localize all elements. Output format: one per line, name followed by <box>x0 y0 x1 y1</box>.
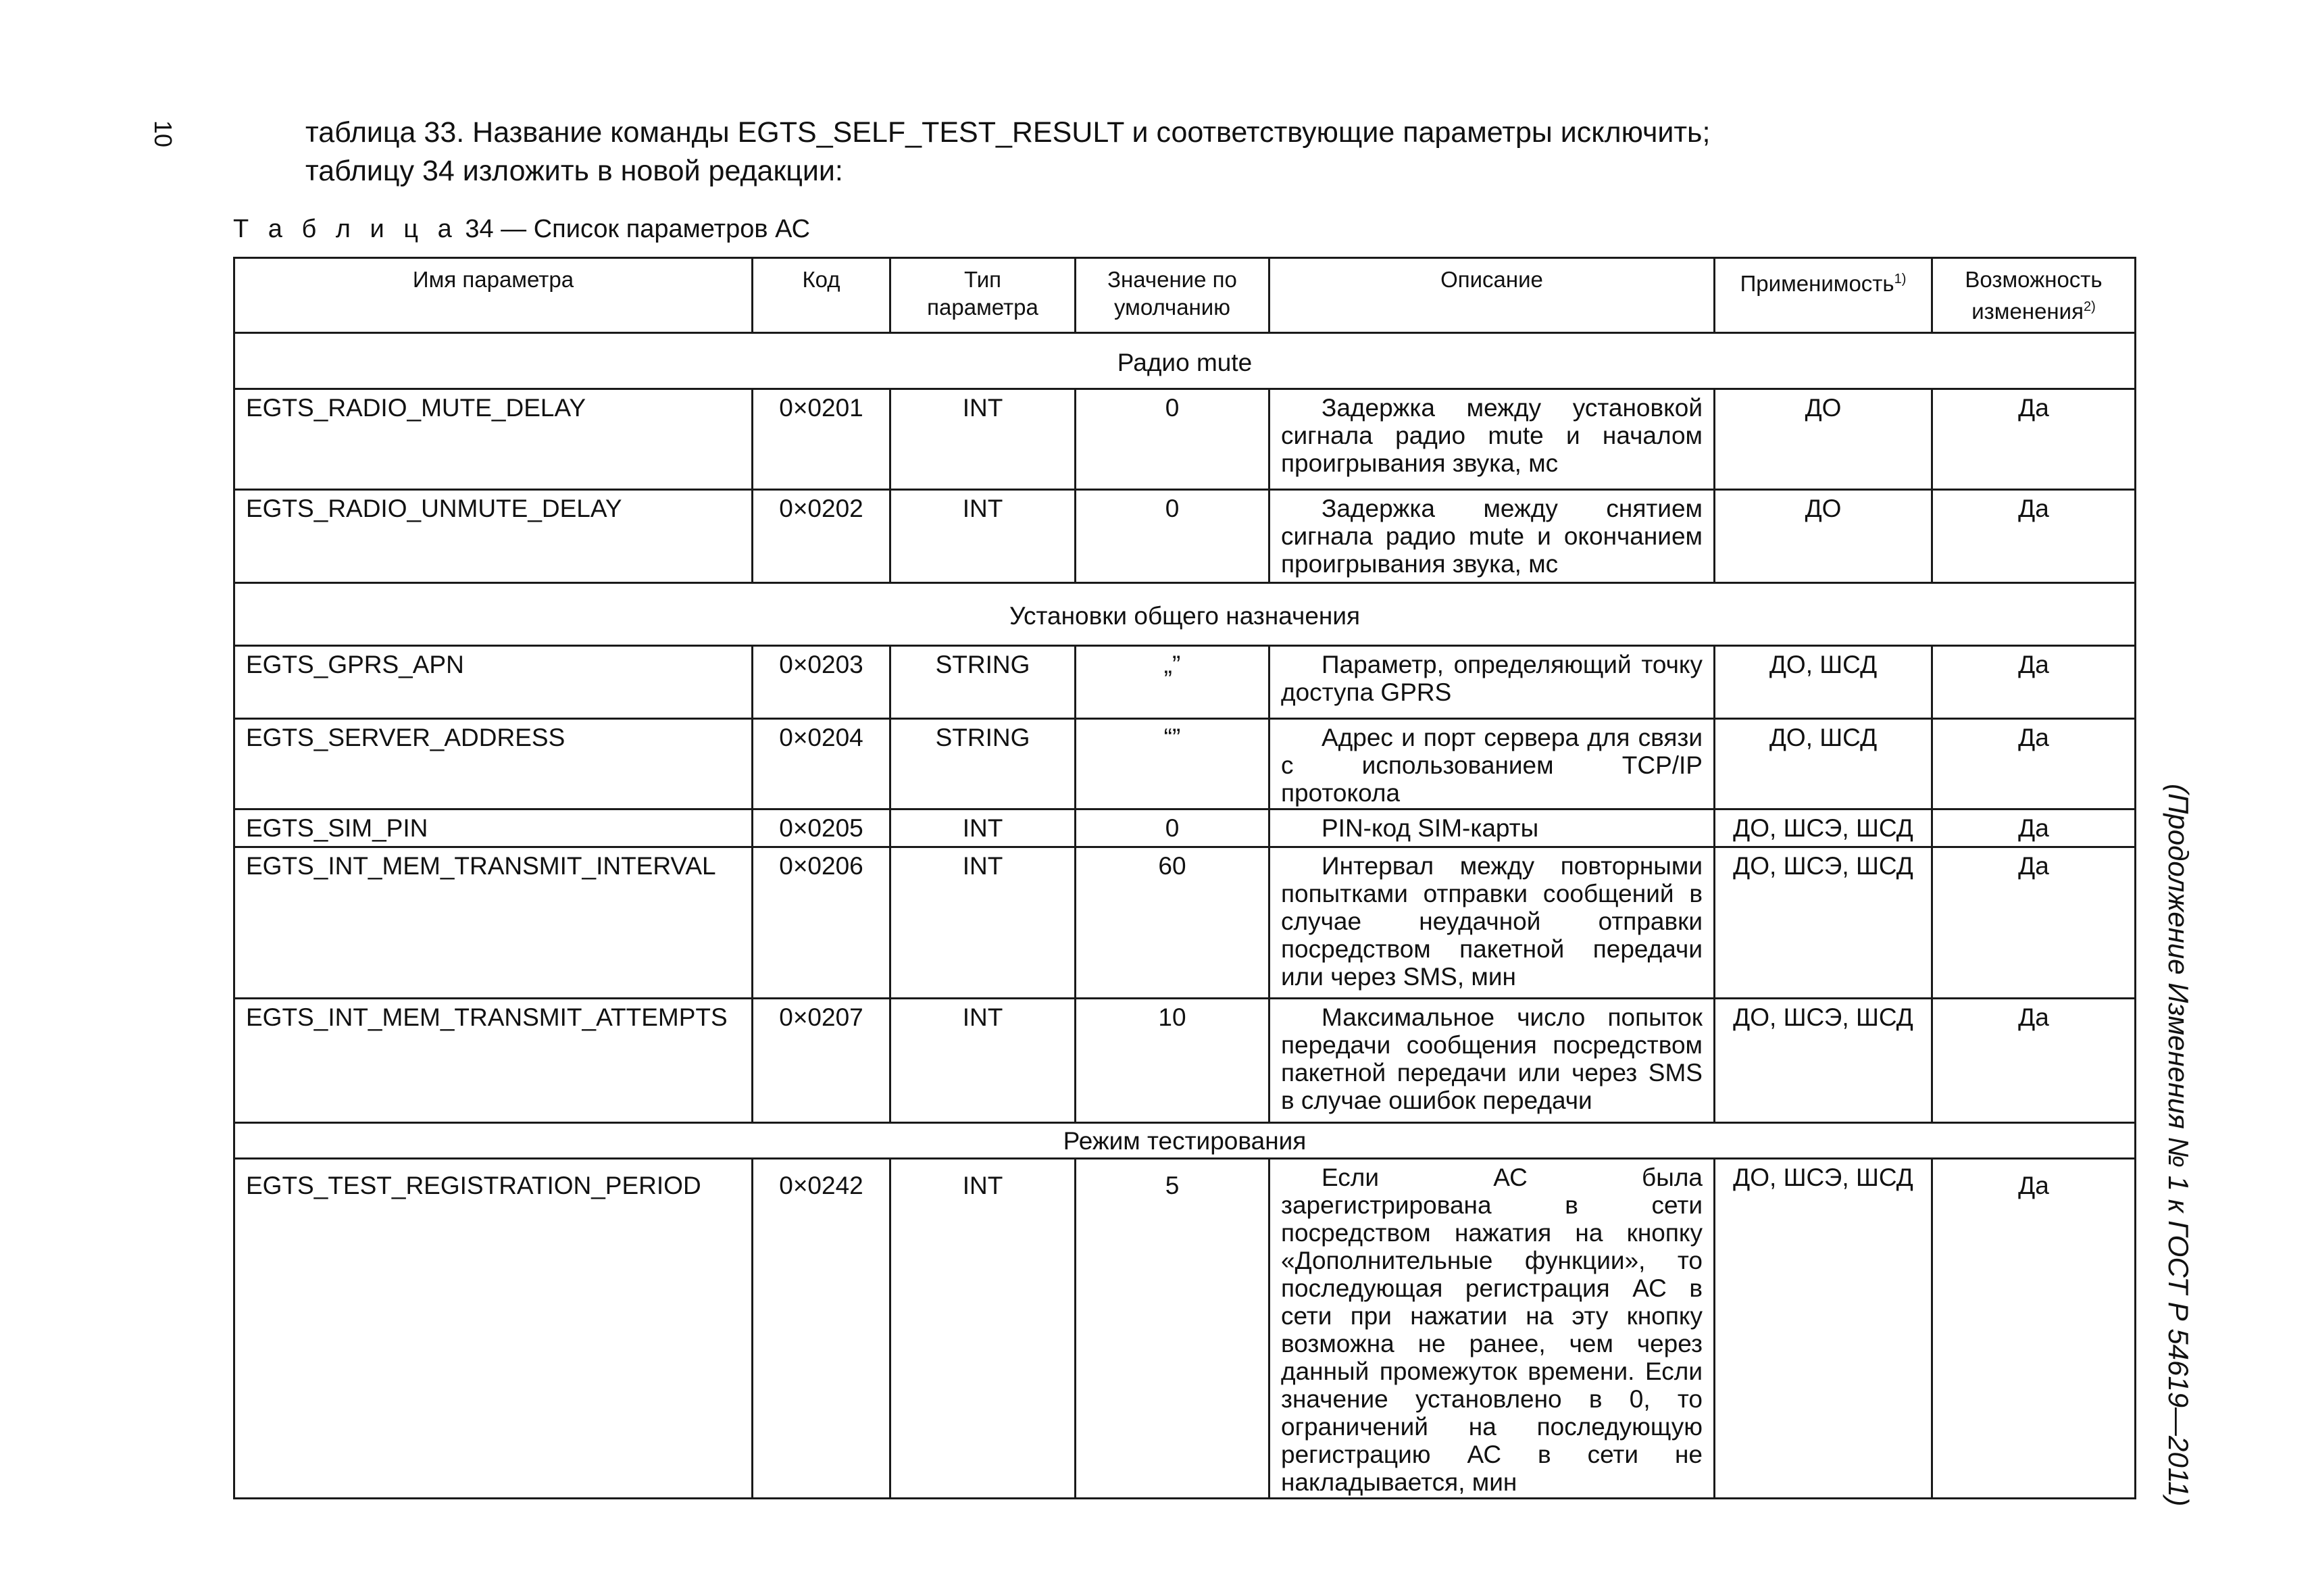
table-row <box>234 646 2136 719</box>
param-default: 0 <box>1076 389 1269 490</box>
param-applicability: ДО <box>1715 490 1932 583</box>
param-default: „” <box>1076 646 1269 719</box>
param-code: 0×0203 <box>753 646 890 719</box>
param-default: 0 <box>1076 490 1269 583</box>
param-code: 0×0242 <box>753 1159 890 1499</box>
header-applicability: Применимость$^{1)}$ <box>1715 258 1932 333</box>
param-changeable: Да <box>1932 389 2136 490</box>
caption-text: 34 — Список параметров АС <box>465 215 811 243</box>
table-header-row <box>234 258 2136 333</box>
header-description: Описание <box>1269 258 1715 333</box>
param-name: EGTS_RADIO_MUTE_DELAY <box>234 389 753 490</box>
param-code: 0×0206 <box>753 847 890 999</box>
table-row <box>234 1159 2136 1499</box>
param-applicability: ДО, ШСЭ, ШСД <box>1715 847 1932 999</box>
param-description: Интервал между повторными попытками отправки сообщений в случае неудачной отправки посредством пакетной передачи или через SMS, мин <box>1269 847 1715 999</box>
param-description: Параметр, определяющий точку доступа GPRS <box>1269 646 1715 719</box>
header-name: Имя параметра <box>234 258 753 333</box>
param-name: EGTS_RADIO_UNMUTE_DELAY <box>234 490 753 583</box>
table-row <box>234 999 2136 1123</box>
param-type: INT <box>890 809 1076 847</box>
param-default: 60 <box>1076 847 1269 999</box>
table-row <box>234 389 2136 490</box>
param-applicability: ДО, ШСЭ, ШСД <box>1715 1159 1932 1499</box>
param-type: STRING <box>890 646 1076 719</box>
param-name: EGTS_SIM_PIN <box>234 809 753 847</box>
param-type: INT <box>890 847 1076 999</box>
param-code: 0×0201 <box>753 389 890 490</box>
param-applicability: ДО, ШСЭ, ШСД <box>1715 999 1932 1123</box>
param-changeable: Да <box>1932 847 2136 999</box>
param-description: Максимальное число попыток передачи сообщения посредством пакетной передачи или через SMS в случае ошибок передачи <box>1269 999 1715 1123</box>
table-row <box>234 490 2136 583</box>
header-default: Значение по умолчанию <box>1076 258 1269 333</box>
param-changeable: Да <box>1932 646 2136 719</box>
param-default: 10 <box>1076 999 1269 1123</box>
table-row <box>234 847 2136 999</box>
section-title: Установки общего назначения <box>234 583 2136 646</box>
param-code: 0×0207 <box>753 999 890 1123</box>
param-description: Если АС была зарегистрирована в сети посредством нажатия на кнопку «Дополнительные функции», то последующая регистрация АС в сети при нажатии на эту кнопку возможна не ранее, чем через данный промежуток времени. Если значение установлено в 0, то ограничений на последующую регистрацию АС в сети не накладывается, мин <box>1269 1159 1715 1499</box>
param-applicability: ДО, ШСЭ, ШСД <box>1715 809 1932 847</box>
param-name: EGTS_SERVER_ADDRESS <box>234 719 753 809</box>
param-applicability: ДО, ШСД <box>1715 719 1932 809</box>
param-description: PIN-код SIM-карты <box>1269 809 1715 847</box>
table-caption <box>233 215 810 244</box>
param-applicability: ДО <box>1715 389 1932 490</box>
caption-prefix: Т а б л и ц а <box>233 215 458 243</box>
header-changeable: Возможность изменения$^{2)}$ <box>1932 258 2136 333</box>
param-type: INT <box>890 1159 1076 1499</box>
table-row <box>234 809 2136 847</box>
section-row <box>234 333 2136 389</box>
intro-line-2: таблицу 34 изложить в новой редакции: <box>305 155 843 187</box>
section-title: Режим тестирования <box>234 1123 2136 1159</box>
param-description: Адрес и порт сервера для связи с использованием TCP/IP протокола <box>1269 719 1715 809</box>
section-row <box>234 1123 2136 1159</box>
param-name: EGTS_TEST_REGISTRATION_PERIOD <box>234 1159 753 1499</box>
param-type: STRING <box>890 719 1076 809</box>
param-description: Задержка между установкой сигнала радио mute и началом проигрывания звука, мс <box>1269 389 1715 490</box>
param-name: EGTS_GPRS_APN <box>234 646 753 719</box>
parameters-table <box>233 257 2136 1499</box>
param-code: 0×0204 <box>753 719 890 809</box>
param-default: 5 <box>1076 1159 1269 1499</box>
param-type: INT <box>890 999 1076 1123</box>
footnote-1-marker: 1) <box>1894 272 1907 286</box>
param-applicability: ДО, ШСД <box>1715 646 1932 719</box>
header-type: Тип параметра <box>890 258 1076 333</box>
intro-line-1: таблица 33. Название команды EGTS_SELF_TEST_RESULT и соответствующие параметры исключить; <box>305 116 1711 149</box>
param-code: 0×0202 <box>753 490 890 583</box>
param-default: “” <box>1076 719 1269 809</box>
table-row <box>234 719 2136 809</box>
param-changeable: Да <box>1932 809 2136 847</box>
param-type: INT <box>890 389 1076 490</box>
footnote-2-marker: 2) <box>2083 299 2096 314</box>
param-default: 0 <box>1076 809 1269 847</box>
param-changeable: Да <box>1932 1159 2136 1499</box>
param-code: 0×0205 <box>753 809 890 847</box>
param-name: EGTS_INT_MEM_TRANSMIT_INTERVAL <box>234 847 753 999</box>
section-title: Радио mute <box>234 333 2136 389</box>
param-description: Задержка между снятием сигнала радио mute и окончанием проигрывания звука, мс <box>1269 490 1715 583</box>
param-changeable: Да <box>1932 490 2136 583</box>
param-type: INT <box>890 490 1076 583</box>
header-code: Код <box>753 258 890 333</box>
intro-text <box>305 114 1710 191</box>
param-changeable: Да <box>1932 719 2136 809</box>
param-changeable: Да <box>1932 999 2136 1123</box>
param-name: EGTS_INT_MEM_TRANSMIT_ATTEMPTS <box>234 999 753 1123</box>
continuation-note: (Продолжение Изменения № 1 к ГОСТ Р 54619—2011) <box>2163 784 2194 1507</box>
page-number: 10 <box>149 120 177 148</box>
section-row <box>234 583 2136 646</box>
